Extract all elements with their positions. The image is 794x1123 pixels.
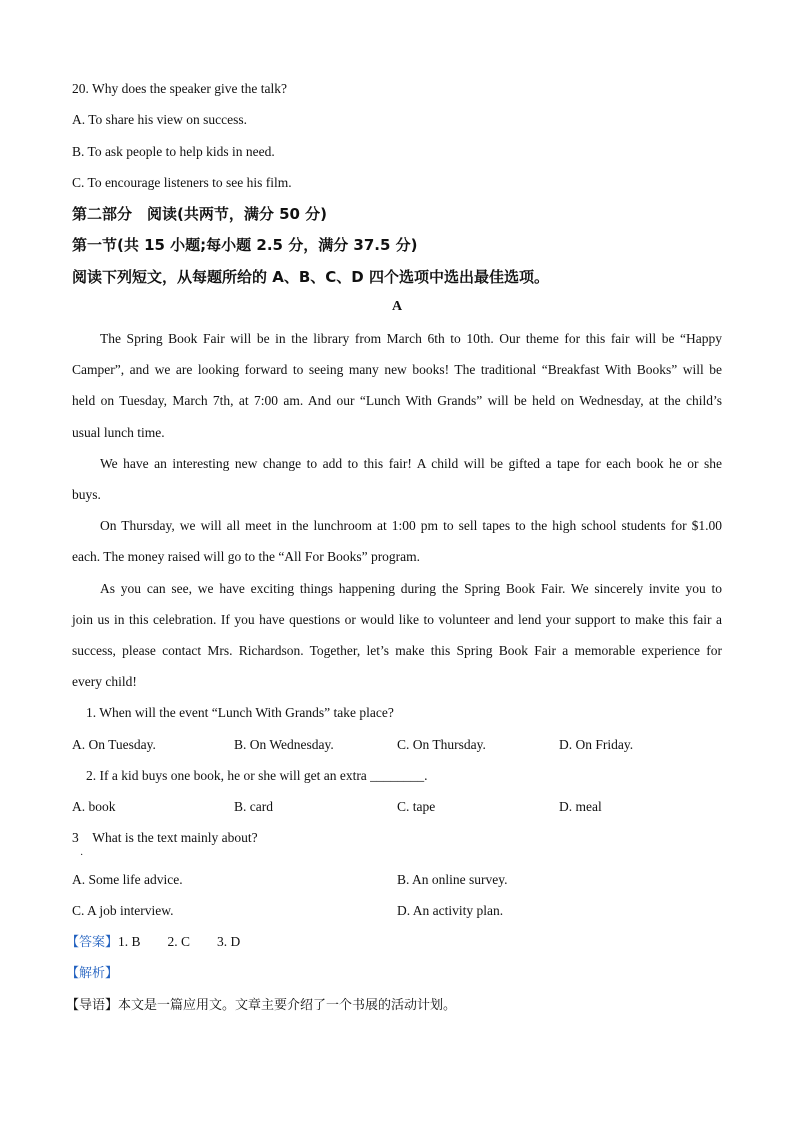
q3-option-d: D. An activity plan.	[397, 903, 504, 918]
p4-line2: join us in this celebration. If you have questions or would like to volunteer and lend your support to make this fair a	[72, 612, 722, 627]
p4-line3: success, please contact Mrs. Richardson. Together, let’s make this Spring Book Fair a memorable experience for	[72, 643, 722, 658]
guide-tag: 【导语】	[66, 998, 119, 1013]
prev-question-stem: 20. Why does the speaker give the talk?	[72, 81, 287, 96]
prev-option-b: B. To ask people to help kids in need.	[72, 144, 275, 159]
guide-line	[66, 996, 456, 1015]
guide-text: 本文是一篇应用文。文章主要介绍了一个书展的活动计划。	[118, 998, 457, 1013]
q1-option-d: D. On Friday.	[559, 737, 634, 752]
p1-line4: usual lunch time.	[72, 425, 165, 440]
analysis-line	[66, 964, 118, 983]
q1-option-a: A. On Tuesday.	[72, 737, 156, 752]
q2-option-c: C. tape	[397, 799, 436, 814]
p1-line1: The Spring Book Fair will be in the library from March 6th to 10th. Our theme for this fair will be “Happy	[100, 331, 722, 346]
p4-line4: every child!	[72, 674, 137, 689]
q2-option-a: A. book	[72, 799, 116, 814]
answer-tag: 【答案】	[66, 935, 119, 950]
answer-line	[66, 933, 240, 952]
answer-text: 1. B 2. C 3. D	[118, 934, 241, 949]
q3-stray-dot: ·	[80, 850, 84, 861]
q1-option-b: B. On Wednesday.	[234, 737, 334, 752]
part-heading: 第二部分 阅读(共两节，满分 50 分)	[72, 205, 328, 223]
analysis-tag: 【解析】	[66, 966, 119, 981]
prev-option-c: C. To encourage listeners to see his film.	[72, 175, 292, 190]
q3-option-c: C. A job interview.	[72, 903, 174, 918]
instruction: 阅读下列短文，从每题所给的 A、B、C、D 四个选项中选出最佳选项。	[72, 268, 549, 286]
p2-line1: We have an interesting new change to add to this fair! A child will be gifted a tape for each book he or she	[100, 456, 722, 471]
p1-line3: held on Tuesday, March 7th, at 7:00 am. And our “Lunch With Grands” will be held on Wednesday, at the child’s	[72, 393, 722, 408]
p3-line2: each. The money raised will go to the “All For Books” program.	[72, 549, 421, 564]
p3-line1: On Thursday, we will all meet in the lunchroom at 1:00 pm to sell tapes to the high school students for $1.00	[100, 518, 722, 533]
q1-option-c: C. On Thursday.	[397, 737, 486, 752]
q3-option-b: B. An online survey.	[397, 872, 508, 887]
q2-option-d: D. meal	[559, 799, 602, 814]
p2-line2: buys.	[72, 487, 101, 502]
q3-stem: 3 What is the text mainly about?	[72, 830, 258, 845]
p4-line1: As you can see, we have exciting things happening during the Spring Book Fair. We sincerely invite you to	[100, 581, 722, 596]
q2-stem: 2. If a kid buys one book, he or she will get an extra ________.	[86, 768, 428, 783]
prev-option-a: A. To share his view on success.	[72, 112, 248, 127]
section-heading: 第一节(共 15 小题;每小题 2.5 分，满分 37.5 分)	[72, 236, 418, 254]
p1-line2: Camper”, and we are looking forward to seeing many new books! The traditional “Breakfast With Books” will be	[72, 362, 722, 377]
passage-label: A	[391, 299, 403, 314]
q1-stem: 1. When will the event “Lunch With Grands” take place?	[86, 705, 394, 720]
q3-option-a: A. Some life advice.	[72, 872, 183, 887]
q2-option-b: B. card	[234, 799, 273, 814]
